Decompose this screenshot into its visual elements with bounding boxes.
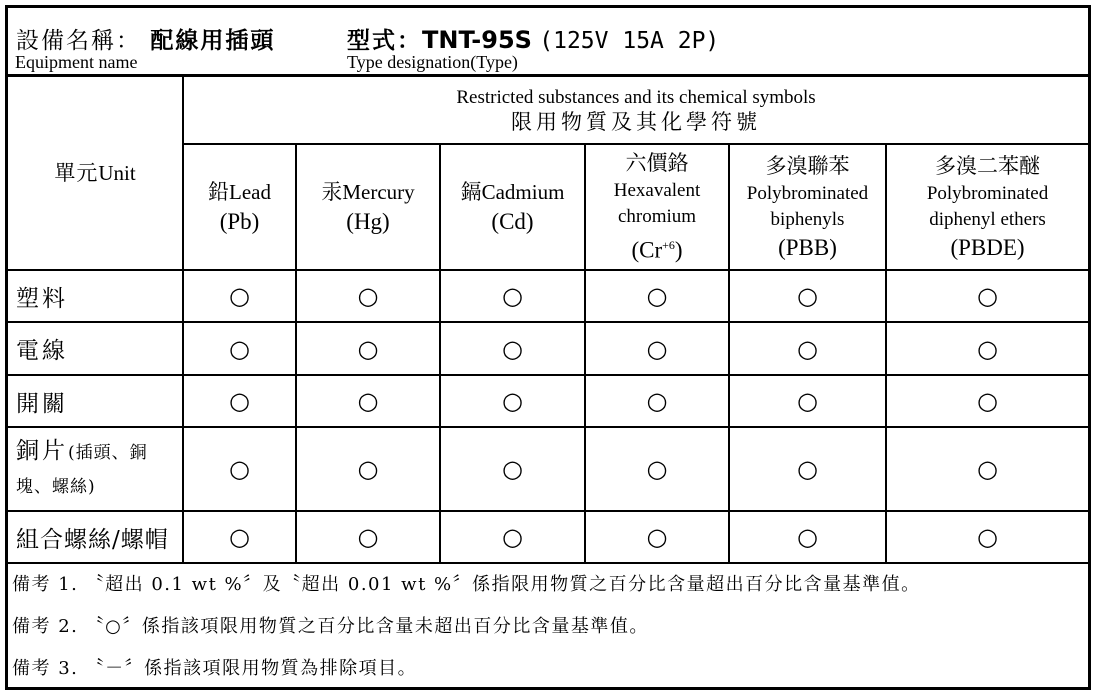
remark-1: 備考 1. 〝超出 0.1 wt %〞及〝超出 0.01 wt %〞係指限用物質之百分比含量超出百分比含量基準值。 [12, 574, 921, 595]
remark-2: 備考 2. 〝○〞係指該項限用物質之百分比含量未超出百分比含量基準值。 [12, 616, 649, 637]
table-row [8, 511, 1088, 563]
cadmium-en: Cadmium [481, 180, 565, 204]
mark-cell: ○ [183, 375, 296, 427]
header-row-1 [8, 76, 1088, 144]
chromium-en1: Hexavalent [613, 180, 701, 202]
col-pbde [886, 144, 1088, 270]
mark-cell: ○ [585, 270, 729, 322]
mercury-symbol: (Hg) [346, 209, 390, 234]
mercury-en: Mercury [342, 180, 415, 204]
mark-cell: ○ [585, 427, 729, 511]
mark-cell: ○ [729, 270, 886, 322]
mark-cell: ○ [585, 375, 729, 427]
substance-table [8, 75, 1088, 564]
chromium-en2: chromium [617, 206, 697, 228]
row-label: 電線 [8, 322, 183, 375]
chromium-cn: 六價鉻 [625, 151, 689, 176]
equipment-name-cn [16, 22, 275, 55]
type-designation-cn [347, 22, 719, 55]
mark-cell: ○ [296, 427, 440, 511]
mark-cell: ○ [440, 375, 585, 427]
pbde-en2: diphenyl ethers [929, 209, 1046, 230]
row-label-main: 銅片 [16, 438, 68, 464]
row-label: 組合螺絲/螺帽 [8, 511, 183, 563]
chromium-symbol-sup: +6 [662, 238, 675, 253]
unit-header [8, 76, 183, 270]
mark-cell: ○ [440, 427, 585, 511]
mark-cell: ○ [729, 427, 886, 511]
cadmium-symbol: (Cd) [491, 209, 534, 234]
remark-3: 備考 3. 〝－〞係指該項限用物質為排除項目。 [12, 658, 418, 679]
equipment-label-en: Equipment name [15, 52, 138, 72]
col-lead [183, 144, 296, 270]
pbb-symbol: (PBB) [778, 235, 837, 260]
cadmium-cn: 鎘 [460, 180, 482, 204]
restricted-header-cn: 限用物質及其化學符號 [511, 110, 762, 134]
pbde-symbol: (PBDE) [950, 235, 1025, 260]
unit-header-cn: 單元 [54, 161, 99, 185]
lead-symbol: (Pb) [219, 209, 260, 234]
chromium-symbol-base: (Cr [631, 237, 663, 263]
row-label: 開關 [8, 375, 183, 427]
type-model: TNT-95S [422, 26, 532, 54]
mark-cell: ○ [296, 322, 440, 375]
lead-cn: 鉛 [208, 180, 229, 204]
mark-cell: ○ [440, 270, 585, 322]
mark-cell: ○ [585, 511, 729, 563]
mark-cell: ○ [729, 322, 886, 375]
mark-cell: ○ [886, 427, 1088, 511]
equipment-value-cn: 配線用插頭 [150, 27, 276, 54]
mark-cell: ○ [886, 511, 1088, 563]
col-mercury [296, 144, 440, 270]
row-label: 塑料 [8, 270, 183, 322]
mark-cell: ○ [296, 511, 440, 563]
mark-cell: ○ [886, 322, 1088, 375]
unit-header-en: Unit [98, 161, 136, 185]
chromium-symbol [586, 230, 728, 266]
mark-cell: ○ [183, 511, 296, 563]
mark-cell: ○ [183, 427, 296, 511]
mark-cell: ○ [729, 511, 886, 563]
col-hexavalent-chromium [585, 144, 729, 270]
mark-cell: ○ [886, 270, 1088, 322]
pbb-en2: biphenyls [770, 209, 845, 230]
mark-cell: ○ [183, 322, 296, 375]
mercury-cn: 汞 [321, 180, 343, 204]
header-section [8, 8, 1088, 76]
pbde-cn: 多溴二苯醚 [935, 154, 1041, 178]
mark-cell: ○ [585, 322, 729, 375]
rohs-declaration-sheet [5, 5, 1091, 690]
equipment-label-cn: 設備名稱： [16, 28, 141, 54]
mark-cell: ○ [296, 375, 440, 427]
type-rating: (125V 15A 2P) [539, 28, 720, 54]
mark-cell: ○ [183, 270, 296, 322]
mark-cell: ○ [296, 270, 440, 322]
type-label-en: Type designation(Type) [347, 52, 518, 72]
mark-cell: ○ [886, 375, 1088, 427]
table-row [8, 427, 1088, 511]
mark-cell: ○ [440, 511, 585, 563]
restricted-header-en: Restricted substances and its chemical symbols [456, 87, 816, 108]
table-row [8, 322, 1088, 375]
pbb-cn: 多溴聯苯 [765, 154, 850, 178]
mark-cell: ○ [440, 322, 585, 375]
chromium-symbol-end: ) [674, 237, 683, 263]
type-label-cn: 型式： [347, 27, 422, 54]
mark-cell: ○ [729, 375, 886, 427]
row-label-paren-1: (插頭、銅 [68, 443, 148, 463]
lead-en: Lead [229, 180, 271, 204]
col-pbb [729, 144, 886, 270]
pbde-en1: Polybrominated [926, 183, 1049, 204]
table-row [8, 375, 1088, 427]
table-row [8, 270, 1088, 322]
row-label-paren-2: 塊、螺絲) [16, 477, 96, 497]
row-label [8, 427, 183, 511]
pbb-en1: Polybrominated [746, 183, 869, 204]
col-cadmium [440, 144, 585, 270]
restricted-substances-header [183, 76, 1088, 144]
